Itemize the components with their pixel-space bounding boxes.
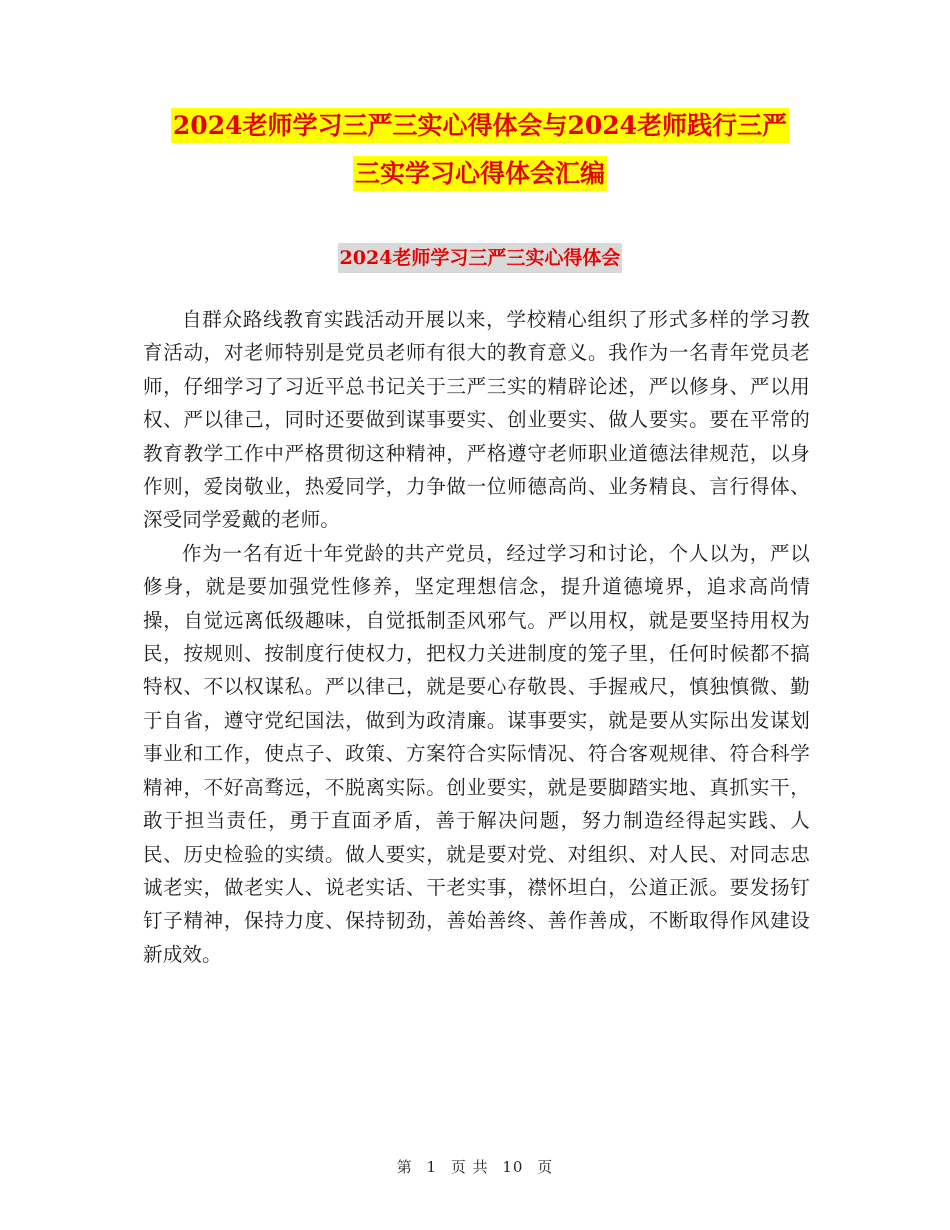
- footer-page-prefix: 第: [396, 1158, 413, 1176]
- footer-page-total: 10: [502, 1158, 524, 1176]
- document-body: [143, 303, 810, 971]
- paragraph-2: 作为一名有近十年党龄的共产党员，经过学习和讨论，个人以为，严以修身，就是要加强党性修养，坚定理想信念，提升道德境界，追求高尚情操，自觉远离低级趣味，自觉抵制歪风邪气。严以用权，就是要坚持用权为民，按规则、按制度行使权力，把权力关进制度的笼子里，任何时候都不搞特权、不以权谋私。严以律己，就是要心存敬畏、手握戒尺，慎独慎微、勤于自省，遵守党纪国法，做到为政清廉。谋事要实，就是要从实际出发谋划事业和工作，使点子、政策、方案符合实际情况、符合客观规律、符合科学精神，不好高骛远，不脱离实际。创业要实，就是要脚踏实地、真抓实干，敢于担当责任，勇于直面矛盾，善于解决问题，努力制造经得起实践、人民、历史检验的实绩。做人要实，就是要对党、对组织、对人民、对同志忠诚老实，做老实人、说老实话、干老实事，襟怀坦白，公道正派。要发扬钉钉子精神，保持力度、保持韧劲，善始善终、善作善成，不断取得作风建设新成效。: [143, 541, 810, 966]
- title-line-2: 三实学习心得体会汇编: [353, 156, 607, 191]
- page-footer: [0, 1156, 950, 1177]
- document-title: [140, 108, 820, 204]
- footer-page-number: 1: [426, 1158, 438, 1176]
- footer-page-mid: 页 共: [450, 1158, 489, 1176]
- footer-page-suffix: 页: [537, 1158, 554, 1176]
- section-heading: [140, 243, 820, 273]
- title-line-1: 2024老师学习三严三实心得体会与2024老师践行三严: [171, 108, 789, 143]
- paragraph-1: 自群众路线教育实践活动开展以来，学校精心组织了形式多样的学习教育活动，对老师特别是党员老师有很大的教育意义。我作为一名青年党员老师，仔细学习了习近平总书记关于三严三实的精辟论述，严以修身、严以用权、严以律己，同时还要做到谋事要实、创业要实、做人要实。要在平常的教育教学工作中严格贯彻这种精神，严格遵守老师职业道德法律规范，以身作则，爱岗敬业，热爱同学，力争做一位师德高尚、业务精良、言行得体、深受同学爱戴的老师。: [143, 308, 810, 532]
- section-title: 2024老师学习三严三实心得体会: [338, 243, 623, 273]
